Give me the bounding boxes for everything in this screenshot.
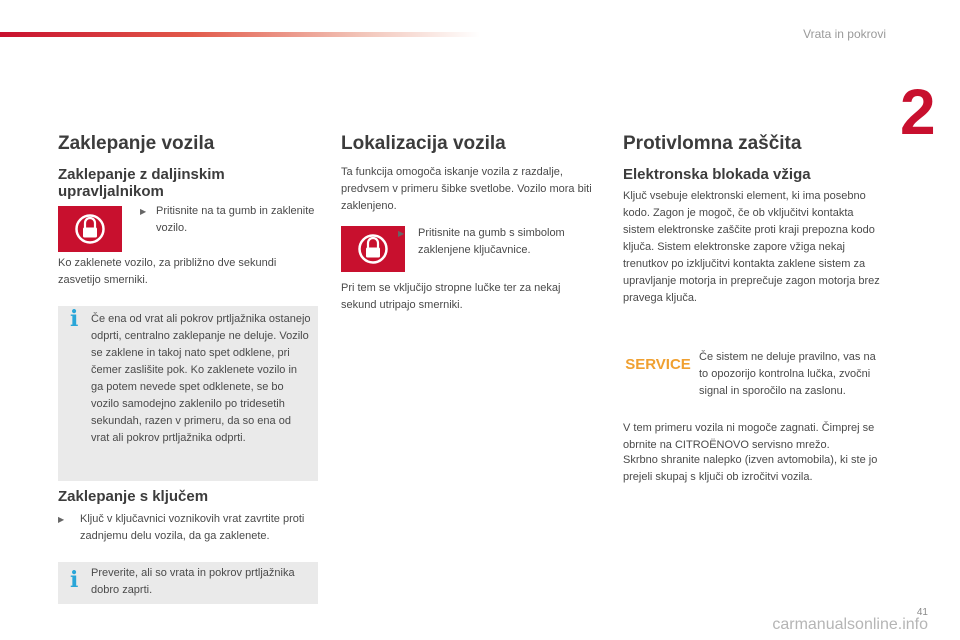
remote-lock-button-image: [58, 206, 122, 252]
locate-button-image: [341, 226, 405, 272]
immobiliser-label-text: Skrbno shranite nalepko (izven avtomobila), ki ste jo prejeli skupaj s ključi ob izročitvi vozila.: [623, 454, 878, 483]
subtitle-key-locking: Zaklepanje s ključem: [58, 488, 209, 505]
key-instruction-text: Ključ v ključavnici voznikovih vrat zavrtite proti zadnjemu delu vozila, da ga zaklenete.: [80, 513, 305, 542]
service-icon: [623, 352, 693, 374]
immobiliser-intro: Ključ vsebuje elektronski element, ki ima posebno kodo. Zagon je mogoč, če ob vključitvi kontakta sistem elektronske zaščite proti kraji prepozna kodo ključa. Sistem elektronske zapore vžiga nekaj trenutkov po izključitvi kontakta zaklene sistem za upravljanje motorja in preprečuje zagon motorja brez pravega ključa.: [623, 190, 880, 304]
info-box-check-doors: [58, 562, 318, 604]
info-box-open-doors-text: Če ena od vrat ali pokrov prtljažnika ostanejo odprti, centralno zaklepanje ne deluje. Vozilo se zaklene in takoj nato spet odklene, pri čemer zaslišite pok. Ko zaklenete vozilo in ga potem nevede spet odklenete, se bo vozilo samodejno zaklenilo po tridesetih sekundah, razen v primeru, da so ena od vrat ali pokrov prtljažnika odprti.: [91, 313, 311, 444]
column-locking: [58, 130, 320, 610]
info-icon: i: [70, 306, 79, 332]
column-anti-theft: [623, 130, 885, 490]
header-accent-bar: [0, 32, 480, 37]
subtitle-remote-locking: Zaklepanje z daljinskim upravljalnikom: [58, 166, 225, 200]
remote-locking-text: Ko zaklenete vozilo, za približno dve sekundi zasvetijo smerniki.: [58, 257, 277, 286]
bullet-arrow-icon: ▶: [58, 515, 65, 524]
title-locating: Lokalizacija vozila: [341, 133, 506, 154]
info-box-open-doors: [58, 306, 318, 481]
service-warning-text: Če sistem ne deluje pravilno, vas na to opozorijo kontrolna lučka, zvočni signal in sporočilo na zaslonu.: [699, 351, 876, 397]
lock-icon: [358, 229, 388, 269]
remote-instruction: [140, 203, 320, 237]
remote-instruction-text: Pritisnite na ta gumb in zaklenite vozilo.: [156, 205, 315, 234]
service-warning-image: [623, 352, 693, 374]
info-box-check-doors-text: Preverite, ali so vrata in pokrov prtljažnika dobro zaprti.: [91, 567, 295, 596]
page-number: 41: [916, 607, 928, 618]
subtitle-immobiliser: Elektronska blokada vžiga: [623, 166, 811, 183]
svg-text:SERVICE: SERVICE: [625, 356, 691, 373]
key-instruction: [58, 511, 308, 545]
info-icon: i: [70, 567, 79, 593]
column-locating: [341, 130, 599, 330]
immobiliser-fault-text: V tem primeru vozila ni mogoče zagnati. Čimprej se obrnite na CITROËNOVO servisno mrežo.: [623, 422, 875, 451]
title-anti-theft: Protivlomna zaščita: [623, 133, 802, 154]
bullet-arrow-icon: ▶: [140, 207, 147, 216]
section-title: Vrata in pokrovi: [803, 27, 886, 41]
footer-watermark: carmanualsonline.info: [772, 616, 928, 633]
lock-icon: [75, 209, 105, 249]
chapter-number: 2: [900, 76, 936, 148]
locate-instruction-text: Pritisnite na gumb s simbolom zaklenjene ključavnice.: [418, 227, 565, 256]
locating-text: Pri tem se vključijo stropne lučke ter za nekaj sekund utripajo smerniki.: [341, 282, 561, 311]
locate-instruction: [398, 225, 598, 259]
bullet-arrow-icon: ▶: [398, 229, 405, 238]
title-locking: Zaklepanje vozila: [58, 133, 215, 154]
locating-intro: Ta funkcija omogoča iskanje vozila z razdalje, predvsem v primeru šibke svetlobe. Vozilo mora biti zaklenjeno.: [341, 166, 592, 212]
